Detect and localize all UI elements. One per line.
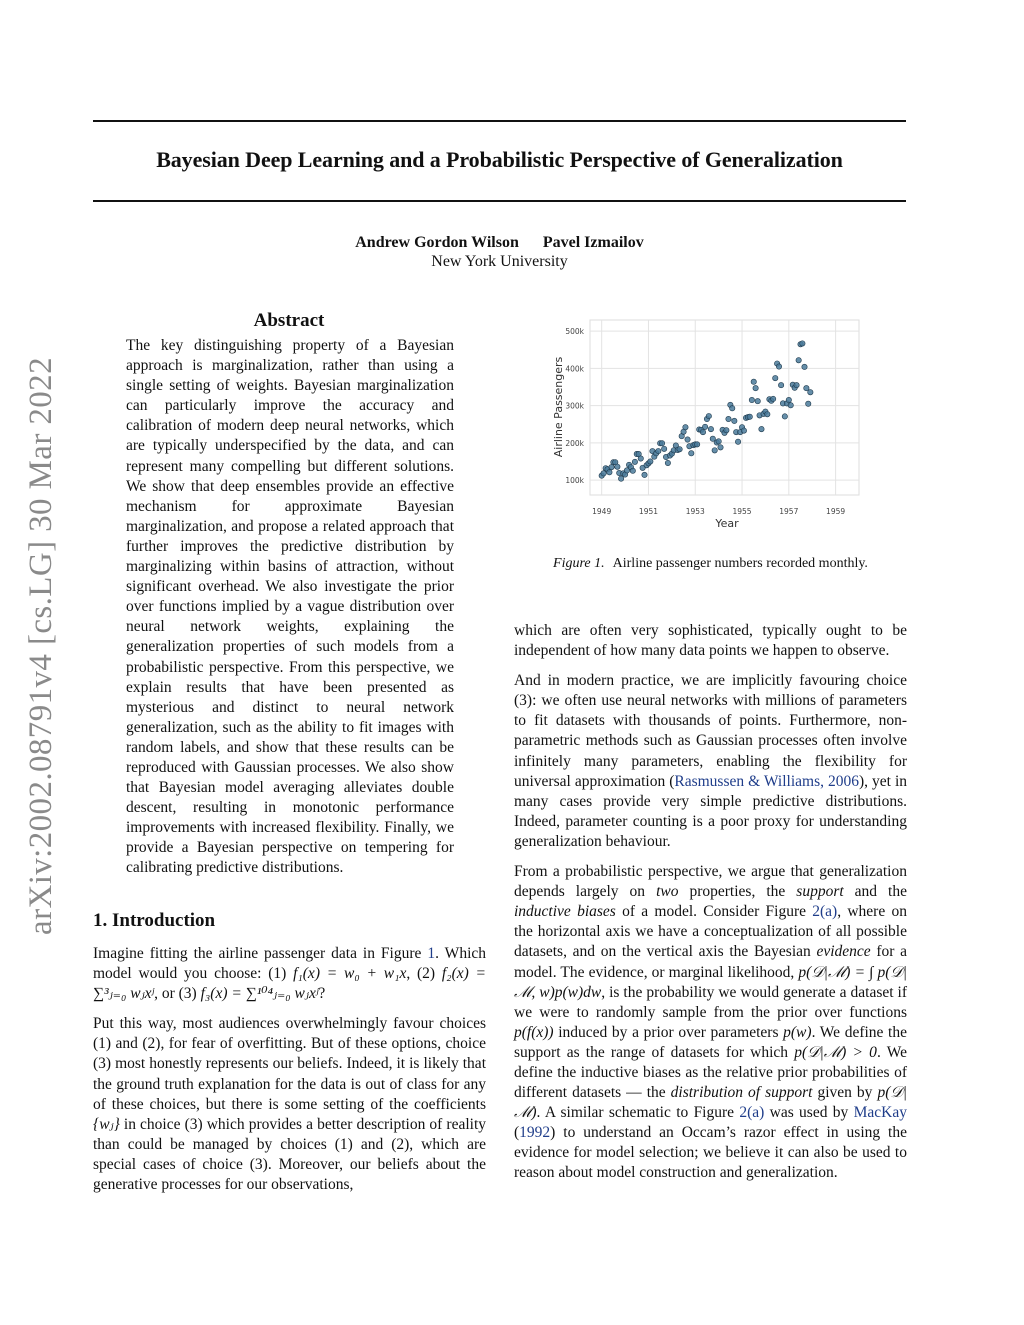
equation: p(f(x)) — [514, 1023, 554, 1041]
data-point — [806, 401, 811, 406]
data-point — [632, 459, 637, 464]
data-point — [751, 379, 756, 384]
data-point — [782, 414, 787, 419]
data-point — [618, 476, 623, 481]
data-point — [659, 441, 664, 446]
data-point — [749, 397, 754, 402]
data-point — [689, 451, 694, 456]
x-tick-label: 1953 — [685, 507, 705, 516]
y-tick-label: 500k — [565, 327, 584, 337]
y-tick-labels — [565, 327, 584, 485]
data-point — [730, 406, 735, 411]
caption-text: Airline passenger numbers recorded monthly. — [612, 556, 868, 571]
data-point — [702, 424, 707, 429]
data-point — [656, 448, 661, 453]
data-point — [788, 403, 793, 408]
data-point — [776, 364, 781, 369]
data-point — [607, 470, 612, 475]
data-point — [753, 385, 758, 390]
equation: p(𝒟|ℳ) — [514, 1084, 907, 1122]
paper-title: Bayesian Deep Learning and a Probabilistic Perspective of Generalization — [156, 147, 843, 172]
citation-link[interactable]: MacKay — [853, 1104, 907, 1122]
data-point — [759, 426, 764, 431]
figure-caption — [514, 556, 907, 572]
data-point — [700, 429, 705, 434]
x-tick-label: 1949 — [592, 507, 612, 516]
data-point — [802, 364, 807, 369]
data-point — [712, 448, 717, 453]
equation: p(w) — [783, 1023, 812, 1041]
data-point — [724, 428, 729, 433]
abstract-text: The key distinguishing property of a Bayesian approach is marginalization, rather than using a single setting of weights. Bayesian marginalization can particularly improve the accuracy and calibration of modern deep neural networks, which are typically underspecified by the data, and can represent many compelling but different solutions. We show that deep ensembles provide an effective mechanism for approximate Bayesian marginalization, and propose a related approach that further improves the predictive distribution by marginalizing within basins of attraction, without significant overhead. We also investigate the prior over functions implied by a vague distribution over neural network weights, explaining the generalization properties of such models from a probabilistic perspective. From this perspective, we explain results that have been presented as mysterious and distinct to neural network generalization, such as the ability to fit images with random labels, and show that these results can be reproduced with Gaussian processes. We also show that Bayesian model averaging alleviates double descent, resulting in monotonic performance improvements with increased flexibility. Finally, we provide a Bayesian perspective on tempering for calibrating predictive distributions. — [126, 337, 454, 877]
data-point — [718, 445, 723, 450]
data-point — [755, 398, 760, 403]
citation-link[interactable]: Rasmussen & Williams, 2006 — [674, 772, 859, 790]
x-tick-labels — [592, 507, 845, 516]
airline-chart — [540, 308, 880, 534]
title-top-rule — [93, 120, 906, 122]
data-point — [770, 396, 775, 401]
equation: f₂(x) = ∑³ⱼ₌₀ wⱼxʲ — [93, 965, 487, 1003]
data-point — [741, 428, 746, 433]
data-point — [778, 382, 783, 387]
figure-ref-link[interactable]: 2(a) — [739, 1104, 765, 1122]
abstract-heading: Abstract — [253, 310, 325, 331]
x-axis-label: Year — [715, 517, 739, 530]
figure-ref-link[interactable]: 1 — [427, 945, 436, 962]
y-tick-label: 200k — [565, 438, 584, 448]
paragraph: Imagine fitting the airline passenger data in Figure 1. Which model would you choose: (1) f₁(x) = w₀ + w₁x, (2) f₂(x) = ∑³ⱼ₌₀ wⱼxʲ, or (3) f₃(x) = ∑¹⁰⁴ⱼ₌₀ wⱼxʲ? — [93, 945, 487, 1003]
data-point — [630, 468, 635, 473]
equation: f₁(x) = w₀ + w₁x — [293, 965, 407, 983]
left-column — [93, 944, 486, 1205]
right-column — [514, 621, 907, 1194]
author-name: Pavel Izmailov — [542, 234, 644, 251]
equation: {wⱼ} — [93, 1115, 120, 1133]
data-point — [796, 358, 801, 363]
data-point — [661, 446, 666, 451]
figure-ref-link[interactable]: 2(a) — [812, 903, 838, 921]
author-block — [93, 234, 906, 271]
paragraph: Put this way, most audiences overwhelmingly favour choices (1) and (2), for fear of overfitting. But of these options, choice (3) most honestly represents our beliefs. Indeed, it is likely that the ground truth explanation for the data is out of class for any of these choices, but there is some setting of the coefficients {wⱼ} in choice (3) which provides a better description of reality than could be managed by choices (1) and (2), which are special cases of choice (3). Moreover, our beliefs about the generative processes for our observations, — [93, 1015, 486, 1194]
data-point — [773, 375, 778, 380]
equation: p(𝒟|ℳ) = ∫ p(𝒟|ℳ, w)p(w)dw — [514, 963, 907, 1001]
citation-link[interactable]: 1992 — [519, 1124, 551, 1142]
data-point — [665, 460, 670, 465]
data-point — [642, 472, 647, 477]
data-point — [638, 456, 643, 461]
y-tick-label: 100k — [565, 476, 584, 486]
data-point — [804, 385, 809, 390]
x-tick-label: 1959 — [826, 507, 846, 516]
data-point — [677, 447, 682, 452]
paragraph: And in modern practice, we are implicitly favouring choice (3): we often use neural networks with millions of parameters to fit datasets with thousands of points. Furthermore, non-parametric methods such as Gaussian processes often involve infinitely many parameters, enabling the flexibility for universal approximation (Rasmussen & Williams, 2006), yet in many cases provide very simple predictive distributions. Indeed, parameter counting is a poor proxy for understanding generalization behaviour. — [514, 672, 908, 850]
author-names — [93, 234, 906, 252]
data-point — [708, 426, 713, 431]
data-point — [786, 397, 791, 402]
y-tick-label: 400k — [565, 364, 584, 374]
data-point — [694, 442, 699, 447]
equation: p(𝒟|ℳ) > 0 — [794, 1043, 877, 1061]
author-name: Andrew Gordon Wilson — [355, 234, 519, 251]
data-point — [716, 439, 721, 444]
data-point — [601, 471, 606, 476]
data-point — [800, 341, 805, 346]
data-point — [765, 412, 770, 417]
figure-label: Figure 1. — [553, 556, 605, 571]
arxiv-id: arXiv:2002.08791v4 [cs.LG] 30 Mar 2022 — [22, 357, 59, 935]
data-point — [726, 416, 731, 421]
x-tick-label: 1957 — [779, 507, 799, 516]
data-point — [685, 437, 690, 442]
paragraph: From a probabilistic perspective, we argue that generalization depends largely on two properties, the support and the inductive biases of a model. Consider Figure 2(a), where on the horizontal axis we have a conceptualization of all possible datasets, and on the vertical axis the Bayesian evidence for a model. The evidence, or marginal likelihood, p(𝒟|ℳ) = ∫ p(𝒟|ℳ, w)p(w)dw, is the probability we would generate a dataset if we were to randomly sample from the prior over functions p(f(x)) induced by a prior over parameters p(w). We define the support as the range of datasets for which p(𝒟|ℳ) > 0. We define the inductive biases as the relative prior probabilities of different datasets — the distribution of support given by p(𝒟|ℳ). A similar schematic to Figure 2(a) was used by MacKay (1992) to understand an Occam’s razor effect in using the evidence for model selection; we believe it can also be used to reason about model construction and generalization. — [514, 863, 907, 1182]
data-point — [735, 439, 740, 444]
affiliation: New York University — [431, 253, 568, 270]
paragraph: which are often very sophisticated, typically ought to be independent of how many data points we happen to observe. — [514, 622, 907, 660]
data-point — [648, 459, 653, 464]
x-tick-label: 1955 — [732, 507, 752, 516]
data-point — [747, 414, 752, 419]
section-heading: 1. Introduction — [93, 910, 216, 931]
y-axis-label: Airline Passengers — [552, 356, 565, 458]
data-point — [683, 425, 688, 430]
data-point — [794, 382, 799, 387]
data-point — [615, 464, 620, 469]
title-bottom-rule — [93, 200, 906, 202]
y-tick-label: 300k — [565, 401, 584, 411]
equation: f₃(x) = ∑¹⁰⁴ⱼ₌₀ wⱼxʲ — [200, 985, 319, 1003]
data-point — [732, 418, 737, 423]
x-tick-label: 1951 — [638, 507, 659, 516]
data-point — [706, 413, 711, 418]
data-point — [808, 390, 813, 395]
arxiv-stamp — [20, 352, 62, 940]
